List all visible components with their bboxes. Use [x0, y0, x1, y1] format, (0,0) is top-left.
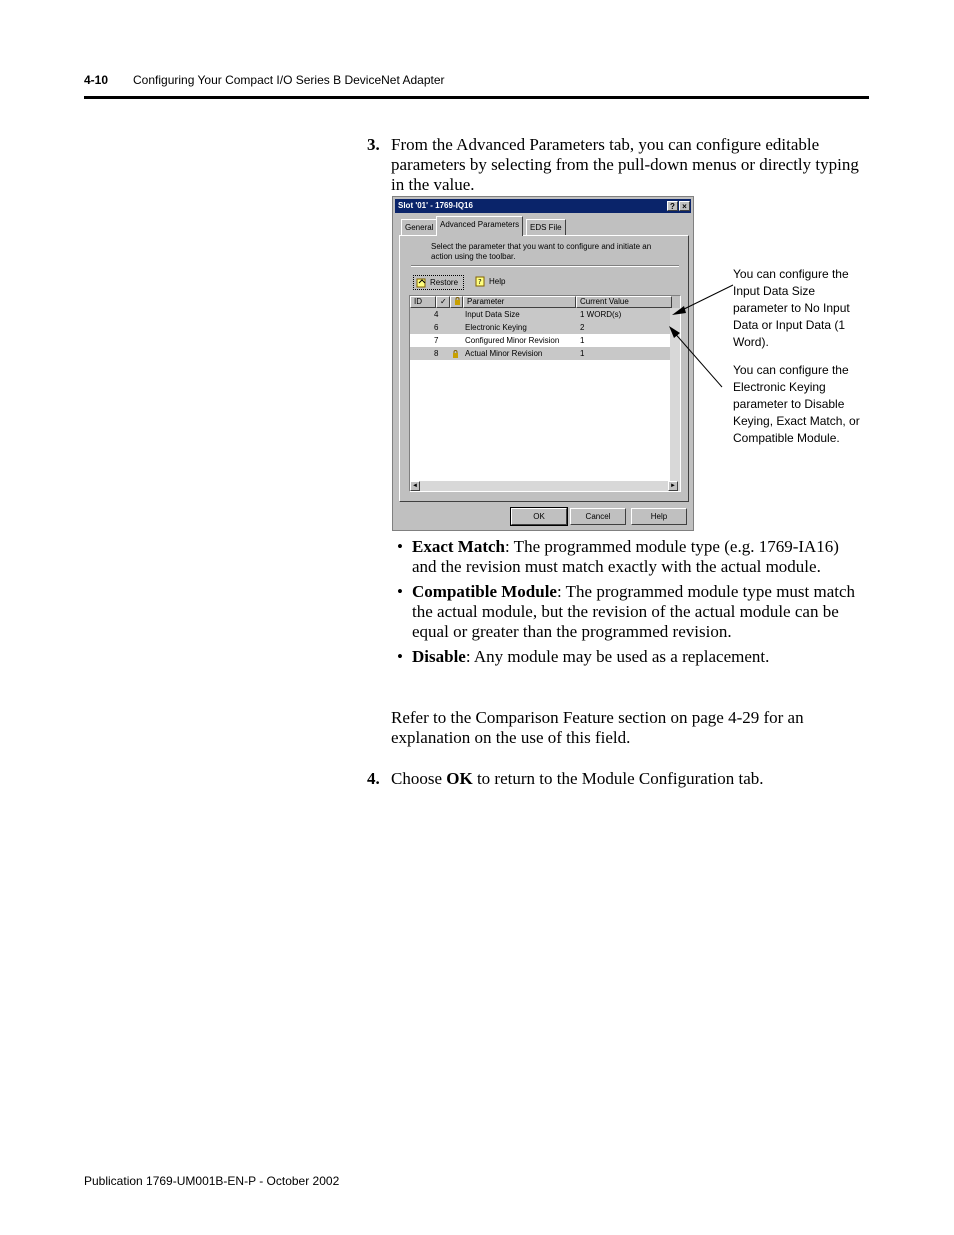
page-number: 4-10	[84, 73, 109, 87]
ok-button[interactable]: OK	[511, 508, 567, 525]
col-id[interactable]: ID	[410, 296, 436, 308]
row-value[interactable]: 1	[580, 336, 585, 345]
restore-label: Restore	[430, 278, 459, 287]
cancel-button[interactable]: Cancel	[570, 508, 626, 525]
footer-publication: Publication 1769-UM001B-EN-P - October 2002	[84, 1174, 340, 1188]
col-current-value[interactable]: Current Value	[576, 296, 672, 308]
row-id: 4	[434, 310, 439, 319]
step-number: 4.	[367, 769, 380, 788]
row-id: 8	[434, 349, 439, 358]
help-label: Help	[489, 277, 506, 286]
bullet-compatible-module: • Compatible Module: The programmed module type must match the actual module, but the revision of the actual module can be equal or greater than the programmed revision.	[397, 582, 856, 641]
step4-ok: OK	[446, 769, 473, 788]
row-parameter: Electronic Keying	[465, 323, 527, 332]
tab-advanced-parameters[interactable]: Advanced Parameters	[436, 216, 523, 236]
refer-paragraph: Refer to the Comparison Feature section on page 4-29 for an explanation on the use of this field.	[391, 708, 804, 747]
callout-keying: You can configure the Electronic Keying parameter to Disable Keying, Exact Match, or Compatible Module.	[733, 363, 860, 445]
row-parameter: Actual Minor Revision	[465, 349, 543, 358]
step4-before: Choose	[391, 769, 447, 788]
dialog-title: Slot '01' - 1769-IQ16	[398, 201, 473, 210]
tab-eds-file[interactable]: EDS File	[526, 219, 566, 235]
bullet-list	[397, 537, 867, 672]
step-text	[391, 769, 871, 789]
close-icon[interactable]: ×	[679, 201, 690, 211]
row-value[interactable]: 1 WORD(s)	[580, 310, 622, 319]
step4-after: to return to the Module Configuration tab.	[472, 769, 764, 788]
help-icon[interactable]: ?	[667, 201, 678, 211]
svg-text:?: ?	[478, 278, 482, 286]
bullet-text: : Any module may be used as a replacement.	[465, 647, 770, 666]
row-value[interactable]: 2	[580, 323, 585, 332]
scroll-right-icon[interactable]: ►	[668, 481, 678, 491]
bullet-term: Exact Match	[412, 537, 506, 556]
col-parameter[interactable]: Parameter	[463, 296, 576, 308]
chapter-title: Configuring Your Compact I/O Series B DeviceNet Adapter	[133, 73, 445, 87]
step-text: From the Advanced Parameters tab, you can configure editable parameters by selecting from the pull-down menus or directly typing in the value.	[391, 135, 859, 194]
bullet-text: : The programmed module type (e.g. 1769-IA16) and the revision must match exactly with the actual module.	[412, 537, 839, 576]
bullet-disable: • Disable: Any module may be used as a replacement.	[397, 647, 770, 666]
row-id: 6	[434, 323, 439, 332]
col-check[interactable]: ✓	[436, 296, 450, 308]
help-button[interactable]: Help	[631, 508, 687, 525]
step-number: 3.	[367, 135, 380, 154]
bullet-term: Compatible Module	[412, 582, 557, 601]
instruction-text: Select the parameter that you want to configure and initiate an action using the toolbar.	[431, 242, 652, 261]
bullet-term: Disable	[412, 647, 466, 666]
scroll-left-icon[interactable]: ◄	[410, 481, 420, 491]
row-parameter: Configured Minor Revision	[465, 336, 560, 345]
row-value: 1	[580, 349, 585, 358]
bullet-text: : The programmed module type must match the actual module, but the revision of the actual module can be equal or greater than the programmed revision.	[412, 582, 856, 641]
row-parameter: Input Data Size	[465, 310, 520, 319]
row-id: 7	[434, 336, 439, 345]
bullet-exact-match: • Exact Match: The programmed module type (e.g. 1769-IA16) and the revision must match exactly with the actual module.	[397, 537, 839, 576]
callout-input-size: You can configure the Input Data Size parameter to No Input Data or Input Data (1 Word).	[733, 267, 850, 349]
tab-general[interactable]: General	[401, 219, 437, 235]
